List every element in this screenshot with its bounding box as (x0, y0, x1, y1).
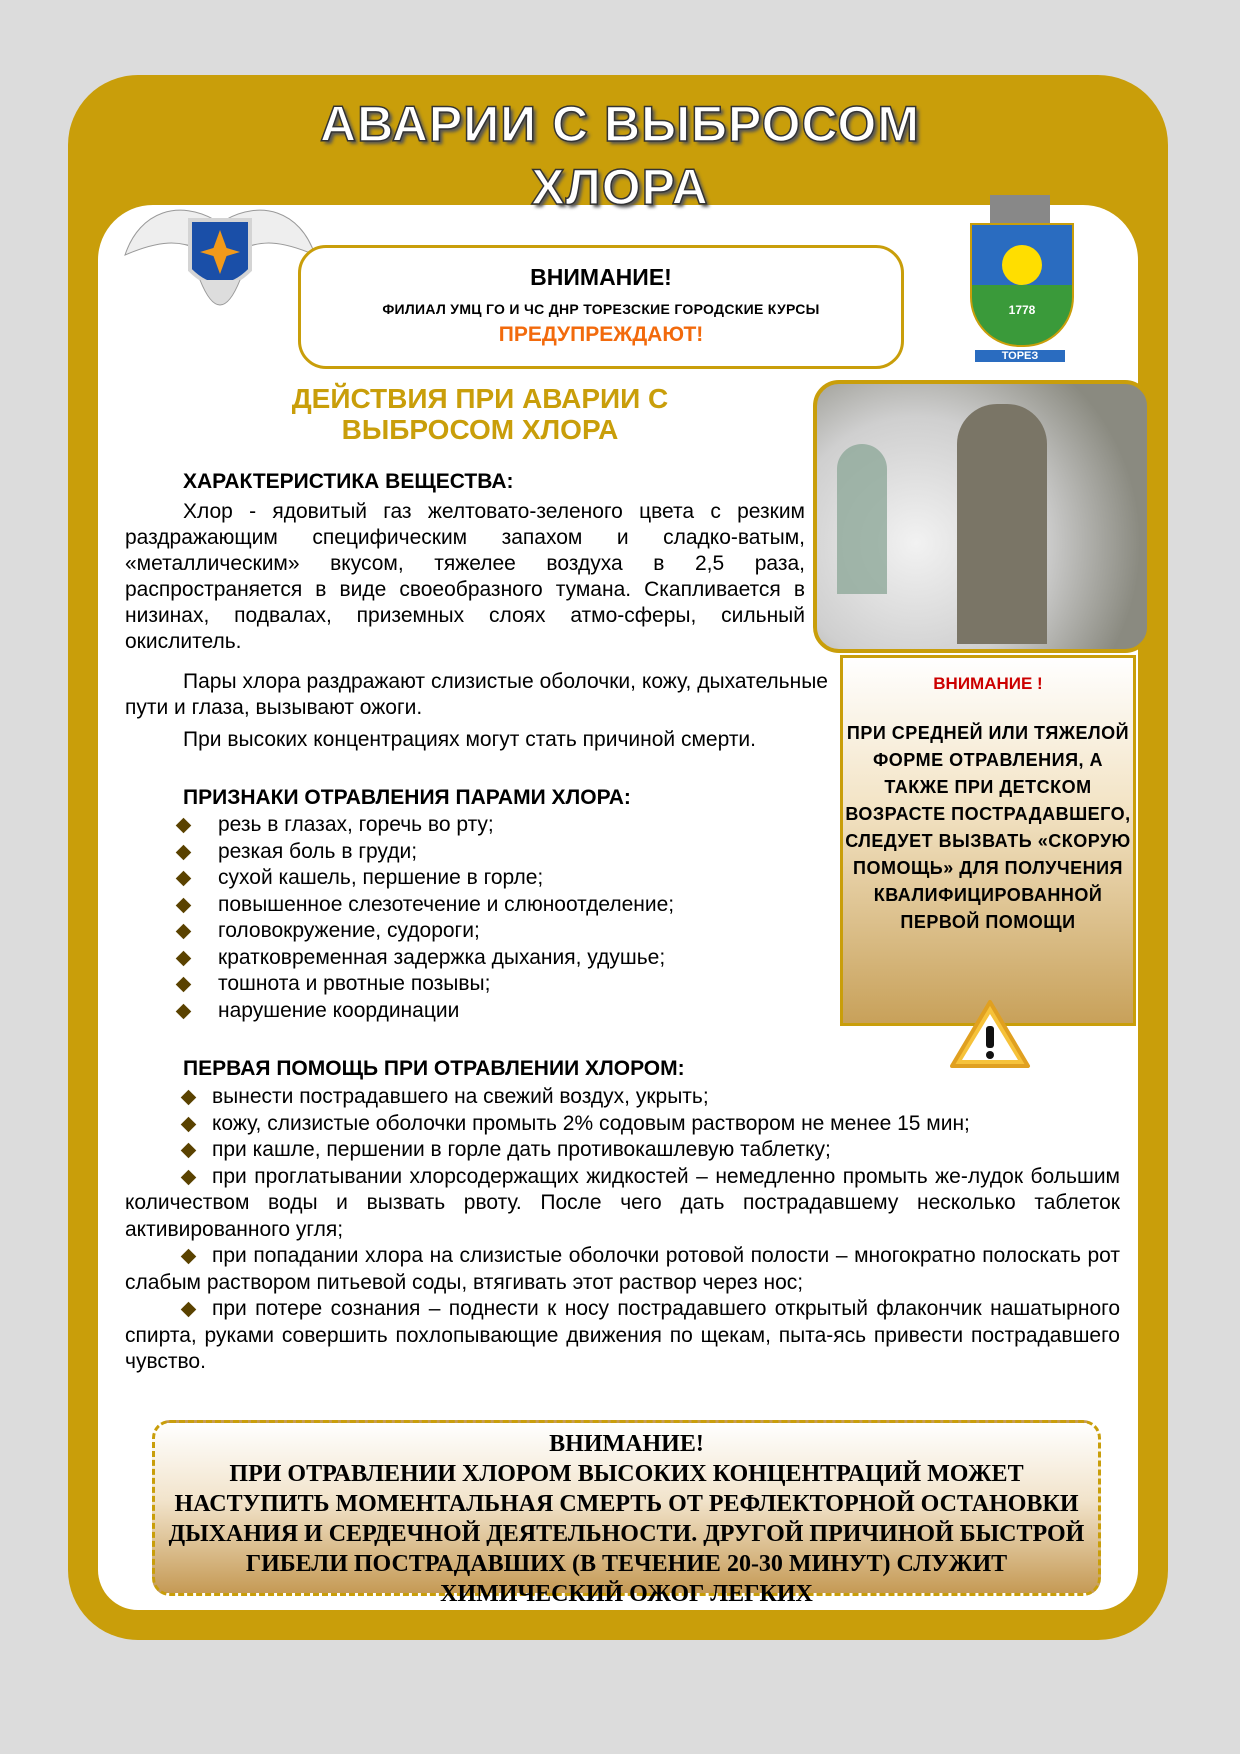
diamond-bullet-icon (181, 1249, 197, 1265)
diamond-bullet-icon (176, 897, 192, 913)
list-item (125, 1243, 1120, 1296)
list-item (125, 1164, 1120, 1244)
first-aid-list (125, 1084, 1120, 1376)
diamond-bullet-icon (176, 924, 192, 940)
list-item (178, 918, 674, 945)
characteristics-heading: ХАРАКТЕРИСТИКА ВЕЩЕСТВА: (183, 470, 514, 493)
list-item (178, 892, 674, 919)
list-item (178, 865, 674, 892)
item-text: кратковременная задержка дыхания, удушье; (218, 945, 666, 969)
characteristics-paragraph-1: Хлор - ядовитый газ желтовато-зеленого цвета с резким раздражающим специфическим запахом и сладко-ватым, «металлическим» вкусом, тяжелее воздуха в 2,5 раза, распространяется в виде своеобразного тумана. Скапливается в низинах, подвалах, приземных слоях атмо-сферы, сильный окислитель. (125, 500, 805, 653)
item-text: резкая боль в груди; (218, 839, 418, 863)
diamond-bullet-icon (176, 844, 192, 860)
bottom-warning-heading: ВНИМАНИЕ! (549, 1431, 704, 1457)
rescuers-in-gas-masks-photo (813, 380, 1151, 653)
diamond-bullet-icon (181, 1090, 197, 1106)
side-warning-heading: ВНИМАНИЕ ! (933, 674, 1043, 693)
side-warning-box (840, 655, 1136, 1026)
diamond-bullet-icon (176, 977, 192, 993)
notice-warn: ПРЕДУПРЕЖДАЮТ! (498, 323, 704, 346)
mchs-eagle-emblem-icon (120, 180, 320, 340)
item-text: сухой кашель, першение в горле; (218, 866, 544, 889)
warning-triangle-icon (948, 998, 1032, 1070)
diamond-bullet-icon (181, 1143, 197, 1159)
notice-banner (298, 245, 904, 369)
list-item (178, 812, 674, 839)
item-text: при потере сознания – поднести к носу пострадавшего открытый флакончик нашатырного спирта, руками совершить похлопывающие движения по щекам, пыта-ясь привести пострадавшего чувство. (125, 1297, 1120, 1373)
characteristics-paragraph-3: При высоких концентрациях могут стать причиной смерти. (183, 728, 756, 751)
item-text: головокружение, судороги; (218, 919, 480, 942)
diamond-bullet-icon (176, 950, 192, 966)
notice-heading: ВНИМАНИЕ! (530, 264, 672, 290)
item-text: кожу, слизистые оболочки промыть 2% содовым раствором не менее 15 мин; (212, 1111, 970, 1135)
item-text: вынести пострадавшего на свежий воздух, укрыть; (212, 1085, 709, 1108)
list-item (125, 1296, 1120, 1376)
first-aid-heading: ПЕРВАЯ ПОМОЩЬ ПРИ ОТРАВЛЕНИИ ХЛОРОМ: (183, 1057, 685, 1080)
diamond-bullet-icon (181, 1116, 197, 1132)
poster-title-line1: АВАРИИ С ВЫБРОСОМ (320, 96, 920, 152)
section-subtitle (230, 383, 730, 445)
bottom-warning-box (152, 1420, 1101, 1607)
list-item (178, 945, 674, 972)
item-text: повышенное слезотечение и слюноотделение; (218, 892, 675, 916)
item-text: нарушение координации (218, 998, 460, 1022)
crown-icon (990, 195, 1050, 223)
list-item (178, 971, 674, 998)
list-item (178, 998, 674, 1025)
notice-organization: ФИЛИАЛ УМЦ ГО И ЧС ДНР ТОРЕЗСКИЕ ГОРОДСКИЕ КУРСЫ (382, 301, 820, 317)
side-warning-text: ПРИ СРЕДНЕЙ ИЛИ ТЯЖЕЛОЙ ФОРМЕ ОТРАВЛЕНИЯ, А ТАКЖЕ ПРИ ДЕТСКОМ ВОЗРАСТЕ ПОСТРАДАВШЕГО, СЛЕДУЕТ ВЫЗВАТЬ «СКОРУЮ ПОМОЩЬ» ДЛЯ ПОЛУЧЕНИЯ КВАЛИФИЦИРОВАННОЙ ПЕРВОЙ ПОМОЩИ (845, 723, 1131, 932)
poster-title-line2: ХЛОРА (531, 159, 709, 215)
diamond-bullet-icon (176, 871, 192, 887)
bottom-warning-text: ПРИ ОТРАВЛЕНИИ ХЛОРОМ ВЫСОКИХ КОНЦЕНТРАЦИЙ МОЖЕТ НАСТУПИТЬ МОМЕНТАЛЬНАЯ СМЕРТЬ ОТ РЕФЛЕКТОРНОЙ ОСТАНОВКИ ДЫХАНИЯ И СЕРДЕЧНОЙ ДЕЯТЕЛЬНОСТИ. ДРУГОЙ ПРИЧИНОЙ БЫСТРОЙ ГИБЕЛИ ПОСТРАДАВШИХ (В ТЕЧЕНИЕ 20-30 МИНУТ) СЛУЖИТ ХИМИЧЕСКИЙ ОЖОГ ЛЕГКИХ (168, 1461, 1085, 1607)
diamond-bullet-icon (176, 1003, 192, 1019)
symptoms-heading: ПРИЗНАКИ ОТРАВЛЕНИЯ ПАРАМИ ХЛОРА: (183, 786, 631, 809)
item-text: при проглатывании хлорсодержащих жидкостей – немедленно промыть же-лудок большим количеством воды и вызвать рвоту. После чего дать пострадавшему несколько таблеток активированного угля; (125, 1164, 1120, 1241)
diamond-bullet-icon (181, 1302, 197, 1318)
subtitle-line2: ВЫБРОСОМ ХЛОРА (341, 414, 619, 445)
symptoms-list (178, 812, 674, 1024)
diamond-bullet-icon (176, 818, 192, 834)
emblem-year: 1778 (1008, 303, 1036, 317)
list-item (125, 1137, 1120, 1164)
torez-coat-of-arms (945, 195, 1095, 370)
item-text: резь в глазах, горечь во рту; (218, 813, 494, 836)
list-item (125, 1084, 1120, 1111)
diamond-bullet-icon (181, 1169, 197, 1185)
shield-icon (970, 223, 1074, 347)
list-item (125, 1111, 1120, 1138)
list-item (178, 839, 674, 866)
subtitle-line1: ДЕЙСТВИЯ ПРИ АВАРИИ С (291, 383, 669, 414)
item-text: тошнота и рвотные позывы; (218, 972, 491, 995)
emblem-city: ТОРЕЗ (975, 350, 1065, 362)
characteristics-paragraph-2: Пары хлора раздражают слизистые оболочки, кожу, дыхательные пути и глаза, вызывают ожоги. (125, 670, 828, 719)
item-text: при кашле, першении в горле дать противокашлевую таблетку; (212, 1138, 831, 1161)
item-text: при попадании хлора на слизистые оболочки ротовой полости – многократно полоскать рот слабым раствором питьевой соды, втягивать этот раствор через нос; (125, 1244, 1120, 1294)
